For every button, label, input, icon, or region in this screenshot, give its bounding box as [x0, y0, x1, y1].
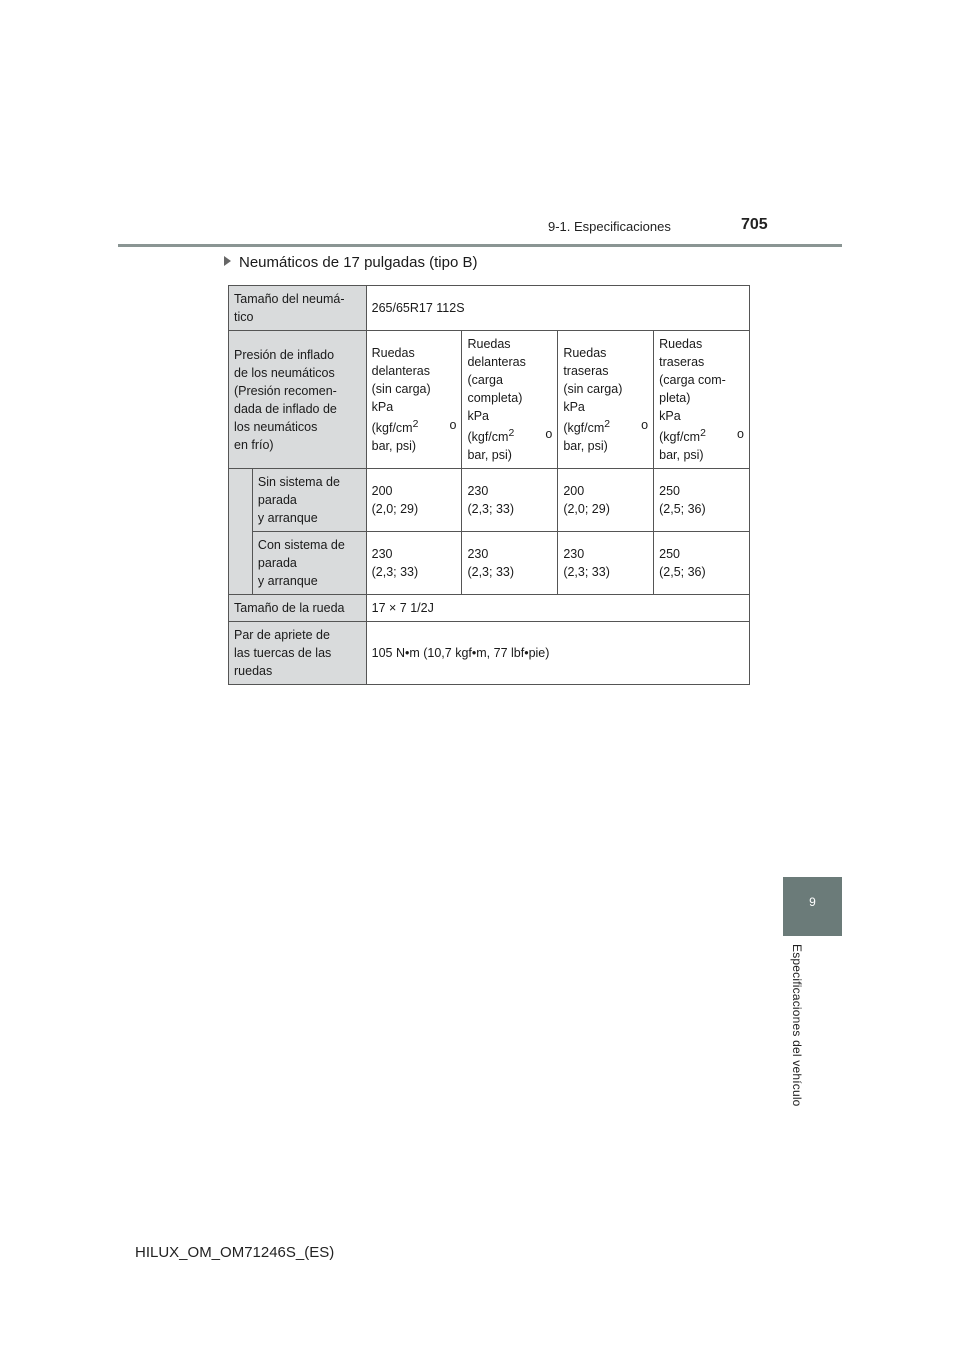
table-row — [229, 469, 750, 532]
chapter-tab-number: 9 — [809, 895, 816, 909]
header-divider — [118, 244, 842, 247]
table-row — [229, 595, 750, 622]
section-heading-text: Neumáticos de 17 pulgadas (tipo B) — [239, 254, 478, 271]
row-label-without-stop-start: Sin sistema de parada y arranque — [252, 469, 366, 532]
pressure-label-cell: Presión de inflado de los neumáticos (Presión recomen- dada de inflado de los neumáticos en frío) — [229, 331, 367, 469]
tire-size-label-cell: Tamaño del neumá- tico — [229, 286, 367, 331]
tire-size-value: 265/65R17 112S — [366, 286, 749, 331]
pressure-value: 230 (2,3; 33) — [558, 532, 654, 595]
column-header-front-unloaded: Ruedas delanteras (sin carga) kPa ($kgf/cm^2$ o bar, psi) — [366, 331, 462, 469]
pressure-value: 250 (2,5; 36) — [654, 469, 750, 532]
page-number: 705 — [741, 216, 768, 233]
column-header-front-loaded: Ruedas delanteras (carga completa) kPa ($kgf/cm^2$ o bar, psi) — [462, 331, 558, 469]
wheel-size-label: Tamaño de la rueda — [229, 595, 367, 622]
footer-code: HILUX_OM_OM71246S_(ES) — [135, 1244, 335, 1261]
column-header-rear-unloaded: Ruedas traseras (sin carga) kPa ($kgf/cm^2$ o bar, psi) — [558, 331, 654, 469]
table-row — [229, 286, 750, 331]
column-header-rear-loaded: Ruedas traseras (carga com- pleta) kPa ($kgf/cm^2$ o bar, psi) — [654, 331, 750, 469]
row-label-with-stop-start: Con sistema de parada y arranque — [252, 532, 366, 595]
indent-spacer-cell — [229, 469, 253, 595]
torque-value: 105 N•m (10,7 kgf•m, 77 lbf•pie) — [366, 622, 749, 685]
pressure-value: 200 (2,0; 29) — [366, 469, 462, 532]
table-row — [229, 331, 750, 469]
section-header: 9-1. Especificaciones — [548, 219, 671, 234]
chapter-tab-label: Especificaciones del vehículo — [790, 944, 804, 1107]
wheel-size-value: 17 × 7 1/2J — [366, 595, 749, 622]
pressure-value: 230 (2,3; 33) — [462, 532, 558, 595]
triangle-bullet-icon — [224, 256, 231, 266]
torque-label-cell: Par de apriete de las tuercas de las ruedas — [229, 622, 367, 685]
section-heading — [224, 254, 477, 271]
table-row — [229, 622, 750, 685]
pressure-value: 250 (2,5; 36) — [654, 532, 750, 595]
pressure-value: 200 (2,0; 29) — [558, 469, 654, 532]
pressure-value: 230 (2,3; 33) — [462, 469, 558, 532]
table-row — [229, 532, 750, 595]
pressure-value: 230 (2,3; 33) — [366, 532, 462, 595]
tire-spec-table — [228, 285, 750, 685]
